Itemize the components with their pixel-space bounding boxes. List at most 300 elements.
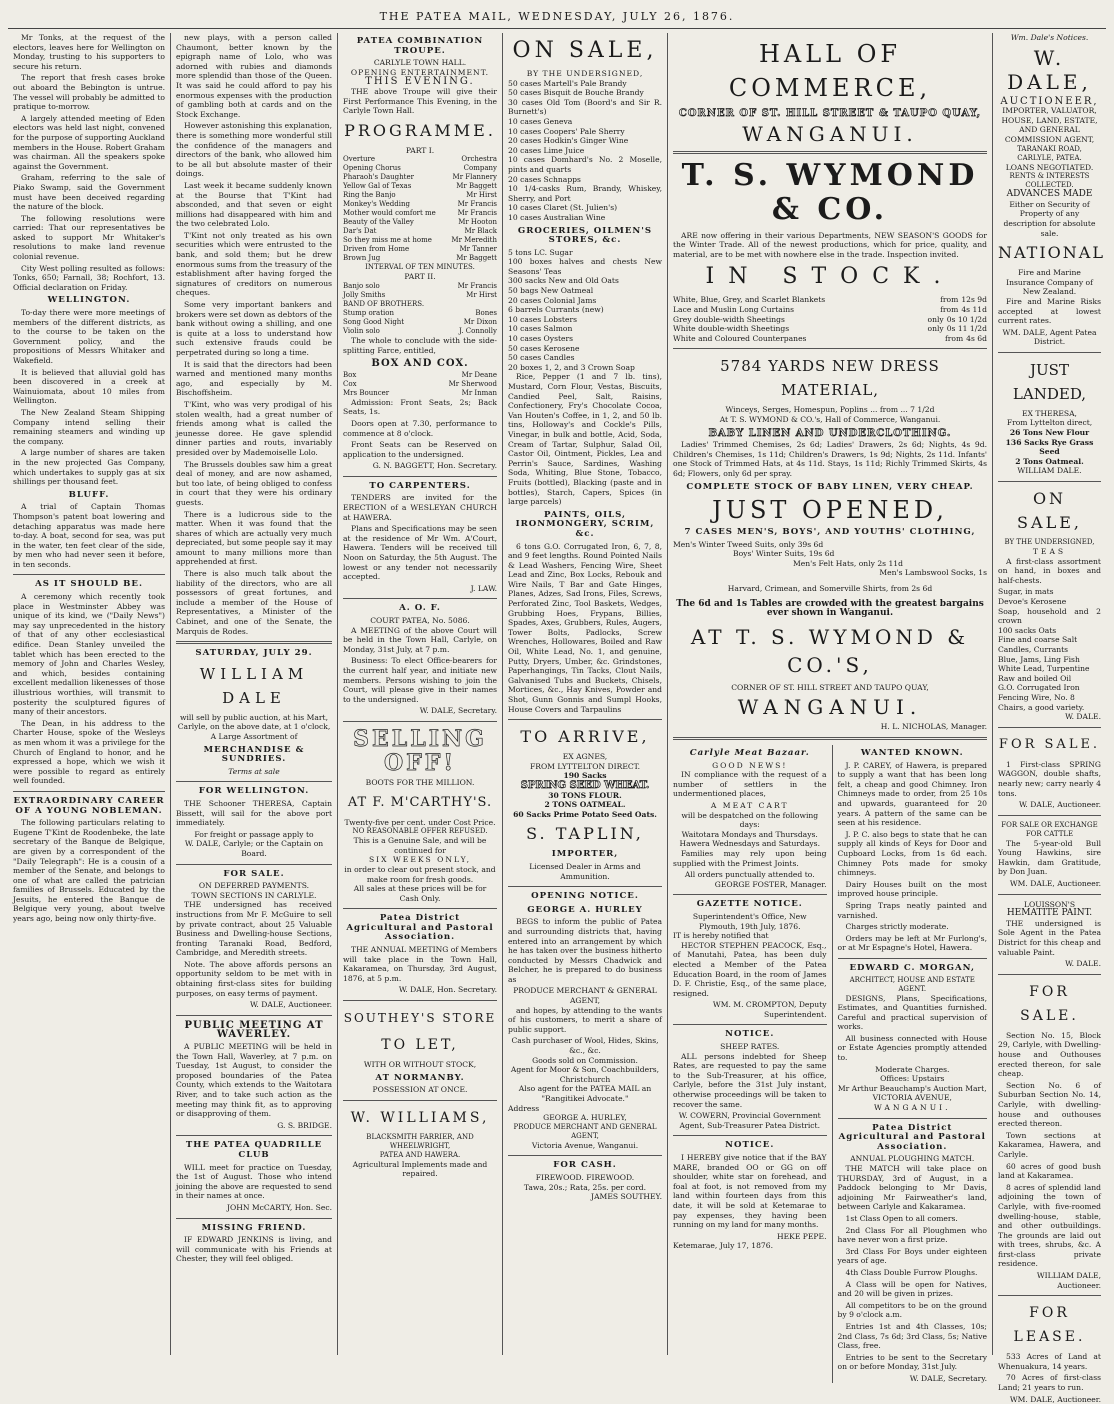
goods-item: 10 1/4-casks Rum, Brandy, Whiskey, Sherry, and Port: [508, 184, 662, 203]
stock-item-cell: 4s 11d: [961, 304, 987, 314]
ad-text: WITH OR WITHOUT STOCK,: [363, 1060, 477, 1070]
ad-subheading: FIREWOOD. FIREWOOD.: [535, 1172, 635, 1182]
ad-signature: WM. DALE, Auctioneer.: [1009, 879, 1101, 889]
ad-subheading: ARCHITECT, HOUSE AND ESTATE AGENT.: [849, 975, 975, 993]
programme-item: [343, 200, 497, 209]
programme-item: [343, 309, 497, 318]
ad-subheading: SHEEP RATES.: [720, 1042, 780, 1052]
ad-text: 533 Acres of Land at Whenuakura, 14 years.: [998, 1352, 1101, 1371]
programme-item-cell: Overture: [343, 155, 375, 164]
ad-subheading: 7 CASES MEN'S, BOYS', AND YOUTHS' CLOTHING,: [684, 527, 976, 538]
ad-signature: JAMES SOUTHEY.: [591, 1192, 662, 1202]
programme-interval: INTERVAL OF TEN MINUTES.: [365, 263, 475, 272]
ad-text: HECTOR STEPHEN PEACOCK, Esq., of Manutahi, Patea, has been duly elected a Member of the Patea Education Board, in the room of James D. F. Christie, Esq., of the same place, resigned.: [673, 940, 827, 998]
programme-item-cell: Banjo solo: [343, 281, 380, 290]
ad-text: Admission: Front Seats, 2s; Back Seats, 1s.: [343, 397, 497, 417]
cast-list: [343, 371, 497, 398]
ad-text: THE undersigned has received instructions from Mr F. McGuire to sell by private contract, about 25 Valuable Business and Dwelling-house Sections, fronting Taranaki Road, Bedford, Cambridge, and Meredith streets.: [176, 900, 332, 958]
ad-text: Entries to be sent to the Secretary on or before Monday, 31st July.: [837, 1352, 987, 1372]
ad-text: 70 Acres of first-class Land; 21 years to run.: [998, 1373, 1101, 1393]
ad-subheading: ADVANCES MADE: [1006, 189, 1093, 200]
stock-item-cell: 4s 6d: [966, 333, 987, 343]
ad-text: Terms at sale: [228, 766, 280, 776]
ad-heading-hall-of-commerce: HALL OF COMMERCE,: [728, 40, 932, 102]
stock-item-cell: from: [940, 295, 959, 305]
stock-item: [673, 305, 987, 315]
ad-subheading: IMPORTER,: [551, 849, 619, 860]
ad-heading-national: NATIONAL: [998, 243, 1105, 263]
ad-subheading: TO LET,: [381, 1037, 459, 1054]
news-para: A trial of Captain Thomas Thompson's patent boat lowering and detaching apparatus was made here to-day. A boat, second for sea, was put in the water, ten feet clear of the side, by men who had never seen it before, in ten seconds.: [13, 502, 165, 569]
ad-signature: W. DALE.: [1065, 712, 1101, 722]
divider: [176, 1218, 332, 1219]
ad-text: The 5-year-old Bull Young Hawkins, sire Hawkin, dam Gratitude, by Don Juan.: [998, 838, 1101, 877]
divider: [13, 574, 165, 575]
programme-item-cell: Mr Dixon: [463, 317, 497, 326]
goods-item: 20 cases Schnapps: [508, 174, 581, 184]
stock-item-cell: 12s 9d: [961, 295, 987, 305]
ad-heading: S. TAPLIN,: [526, 824, 644, 844]
ad-subheading: AT F. M'CARTHY'S.: [347, 794, 493, 810]
ad-text: 4th Class Double Furrow Ploughs.: [845, 1267, 978, 1277]
ad-heading: A. O. F.: [399, 603, 441, 614]
ad-subheading: A MEAT CART: [710, 801, 789, 810]
divider: [673, 1135, 827, 1136]
ad-text: Either on Security of Property of any description for absolute sale.: [1003, 199, 1096, 238]
ad-text: 60 Sacks Prime Potato Seed Oats.: [513, 809, 657, 819]
divider: [998, 481, 1101, 482]
ad-text: Men's Felt Hats, only 2s 11d: [793, 558, 903, 568]
goods-item: White Lead, Turpentine: [998, 664, 1090, 674]
ad-text: NO REASONABLE OFFER REFUSED.: [352, 827, 488, 836]
ad-heading: LOUISSON'S: [1023, 899, 1076, 909]
ad-heading: Wm. Dale's Notices.: [1010, 33, 1089, 42]
ad-text: Men's Winter Tweed Suits, only 39s 6d: [673, 539, 824, 549]
ad-signature: W. DALE, Auctioneer.: [1018, 800, 1101, 810]
ad-subheading: AUCTIONEER,: [1000, 95, 1099, 107]
ad-text: Waitotara Mondays and Thursdays.: [681, 829, 818, 839]
ad-heading: TO ARRIVE,: [520, 727, 650, 747]
ad-subheading: WANGANUI.: [742, 121, 918, 146]
news-intro: Mr Tonks, at the request of the electors, leaves here for Wellington on Monday, trusting to his supporters to secure his return.: [13, 33, 165, 71]
stock-item-cell: from: [944, 333, 964, 343]
ad-text: A first-class assortment on hand, in boxes and half-chests.: [998, 556, 1101, 585]
programme-item-cell: Mr Baggett: [456, 182, 497, 191]
programme-item-cell: So they miss me at home: [343, 236, 432, 245]
divider: [343, 721, 497, 722]
ad-text: Mr Arthur Beauchamp's Auction Mart,: [837, 1083, 987, 1093]
goods-item: Devoe's Kerosene: [998, 597, 1067, 606]
divider: [673, 1024, 827, 1025]
programme-item-cell: Mr Hirst: [466, 191, 497, 200]
divider: [343, 1100, 497, 1101]
programme-item: [343, 300, 497, 309]
news-para: It is believed that alluvial gold has been discovered in a creek at Wainuiomata, about 10 miles from Wellington.: [13, 367, 165, 406]
news-para: It is said that the directors had been warned and mentioned many months ago, and especially by M. Bischoffsheim.: [176, 359, 332, 398]
groceries-item: 50 cases Kerosene: [508, 343, 580, 353]
ad-text: PATEA AND HAWERA.: [379, 1150, 461, 1159]
stock-item: [673, 334, 987, 344]
divider: [673, 737, 987, 740]
ad-subheading: CORNER OF ST. HILL STREET AND TAUPO QUAY,: [731, 682, 929, 692]
goods-item: 10 cases Claret (St. Julien's): [508, 203, 618, 213]
news-para: City West polling resulted as follows: Tonks, 650; Farnall, 38; Rochfort, 13. Official declaration on Friday.: [13, 263, 165, 292]
ad-text: Ladies' Trimmed Chemises, 2s 6d; Ladies' Drawers, 2s 6d; Nights, 4s 9d. Children's Chemises, 1s 11d; Children's Drawers, 1s 9d; Nights, 2s 11d. Infants' one Stock of Trimmed Hats, at 4s 11d. Stays, 1s 11d; Richly Trimmed Skirts, 4s 6d; Flowers, only 6d per spray.: [673, 440, 987, 478]
ad-heading-wymond: T. S. WYMOND & CO.: [681, 157, 979, 227]
programme-item-cell: Mr Meredith: [451, 236, 497, 245]
programme-item: [343, 155, 497, 164]
ad-heading: W. WILLIAMS,: [350, 1109, 490, 1126]
ad-text: A PUBLIC MEETING will be held in the Town Hall, Waverley, at 7 p.m. on Tuesday, 1st August, to consider the proposed boundaries of the Patea County, which extends to the Waitotara River, and to take such action as the meeting may think fit, as to approving or disapproving of them.: [176, 1042, 332, 1119]
ad-text: IT is hereby notified that: [673, 931, 769, 941]
programme-item-cell: Jolly Smiths: [343, 290, 386, 299]
news-para: Some very important bankers and brokers were set down as debtors of the bank without owing a shilling, and one is quite at a loss to understand how such extensive frauds could be perpetrated during so long a time.: [176, 300, 332, 357]
ad-signature: W. DALE, Carlyle; or the Captain on Board.: [184, 839, 324, 858]
ad-text: Front Seats can be Reserved on application to the undersigned.: [343, 440, 497, 459]
ad-text: and hopes, by attending to the wants of his customers, to merit a share of public support.: [508, 1005, 662, 1034]
groceries-item: 50 bags New Oatmeal: [508, 286, 594, 296]
programme-item: [343, 182, 497, 191]
news-para: The Brussels doubles saw him a great deal of money, and are now ashamed, but too late, of being obliged to confess in court that they were his ordinary guests.: [176, 459, 332, 507]
ad-text: POSSESSION AT ONCE.: [372, 1085, 468, 1095]
ad-subheading: TEAS: [1032, 547, 1067, 557]
stock-item-cell: only: [927, 324, 944, 334]
goods-item: 20 cases Lime Juice: [508, 145, 585, 155]
ad-text: Goods sold on Commission.: [532, 1055, 638, 1065]
headline-as-it-should-be: AS IT SHOULD BE.: [35, 579, 143, 590]
ad-text: VICTORIA AVENUE,: [872, 1093, 952, 1103]
ad-text: Offices: Upstairs: [880, 1074, 945, 1084]
ad-text: The 6d and 1s Tables are crowded with the greatest bargains ever shown in Wanganui.: [676, 598, 984, 619]
stock-item-cell: only: [927, 314, 944, 324]
news-para: The Dean, in his address to the Charter House, spoke of the Wesleys as men whom it was a privilege for the Church of England to honor, and he expressed a hope, which we wish it were possible to regard as entirely well founded.: [13, 718, 165, 786]
programme-item-cell: Mr Flannery: [452, 173, 497, 182]
groceries-item: 20 cases Colonial Jams: [508, 295, 597, 305]
ad-heading: BABY LINEN AND UNDERCLOTHING.: [708, 427, 952, 439]
ad-heading: FOR SALE.: [998, 736, 1101, 752]
ad-signature: W. DALE, Secretary.: [909, 1373, 987, 1383]
news-para: There is also much talk about the liability of the directors, who are all possessors of great fortunes, and include a member of the House of Representatives, a Minister of the Cabinet, and one of the Senate, the Marquis de Rodes.: [176, 569, 332, 636]
ad-subheading: AT NORMANBY.: [375, 1072, 465, 1083]
ad-text: THE MATCH will take place on THURSDAY, 3rd of August, in a Paddock belonging to Mr Davis, adjoining Mr Fairweather's land, between Carlyle and Kakaramea.: [837, 1164, 987, 1212]
ad-auctioneer-name: WILLIAM DALE: [199, 664, 309, 707]
goods-item: 10 cases Australian Wine: [508, 212, 606, 222]
goods-item: 10 cases Domhard's No. 2 Moselle, pints and quarts: [508, 155, 662, 174]
dateline-wellington: WELLINGTON.: [47, 295, 131, 306]
ad-text: 136 Sacks Rye Grass Seed: [1005, 437, 1094, 457]
ad-text: A Large Assortment of: [210, 732, 298, 741]
programme-item: [343, 164, 497, 173]
ad-heading: Carlyle Meat Bazaar.: [689, 748, 810, 759]
ad-signature: WILLIAM DALE.: [1017, 466, 1082, 476]
divider: [176, 641, 332, 644]
news-para: Graham, referring to the sale of Piako Swamp, said the Government must have been deceived regarding the nature of the block.: [13, 173, 165, 212]
ad-text: will be despatched on the following days:: [681, 810, 819, 830]
ad-text: THE Schooner THERESA, Captain Bissett, will sail for the above port immediately.: [176, 798, 332, 828]
programme-list: [343, 282, 497, 336]
programme-item-cell: Mother would comfort me: [343, 209, 436, 218]
ad-heading-in-stock: IN STOCK.: [705, 264, 955, 290]
ad-text: TARANAKI ROAD, CARLYLE, PATEA.: [1017, 144, 1082, 162]
programme-item-cell: Ring the Banjo: [343, 191, 396, 200]
programme-item-cell: Mr Francis: [457, 209, 497, 218]
ad-text: Ketemarae, July 17, 1876.: [673, 1241, 774, 1251]
ad-heading-selling-off: SELLING OFF!: [353, 725, 487, 776]
ad-text: 8 acres of splendid land adjoining the town of Carlyle, with five-roomed dwelling-house, stable, and other outbuildings. The grounds are laid out with trees, shrubs, &c. A first-class private residence.: [998, 1182, 1101, 1269]
ad-heading: FOR CASH.: [553, 1160, 617, 1171]
goods-item: 30 cases Old Tom (Boord's and Sir R. Burnett's): [508, 97, 662, 117]
ad-heading: SOUTHEY'S STORE: [343, 1011, 497, 1026]
ad-heading-on-sale: ON SALE,: [512, 38, 658, 63]
sub-column-left: [673, 745, 833, 1383]
ad-heading-on-sale: ON SALE,: [1017, 489, 1082, 533]
ad-text: BEGS to inform the public of Patea and surrounding districts that, having entered into an arrangement by which he has taken over the business hitherto conducted by Messrs Chadwick and Belcher, he is prepared to do business as: [508, 917, 662, 984]
divider: [673, 894, 827, 895]
news-para: There is a ludicrous side to the matter. When it was found that the shares of which are actually very much depreciated, but some people say it may amount to many millions more than apprehended at first.: [176, 509, 332, 567]
ad-text: Fire and Marine Risks accepted at lowest current rates.: [998, 296, 1101, 326]
programme-item-cell: Mr Francis: [457, 200, 497, 209]
ad-text: ALL persons indebted for Sheep Rates, are requested to pay the same to the Sub-Treasurer, at his office, Carlyle, before the 31st July instant, otherwise proceedings will be taken to recover the same.: [673, 1051, 827, 1109]
ad-subheading: OPENING ENTERTAINMENT.: [350, 67, 490, 77]
ad-text: A MEETING of the above Court will be held in the Town Hall, Carlyle, on Monday, 31st July, at 7 p.m.: [343, 625, 497, 654]
ad-text: WANGANUI.: [873, 1103, 951, 1113]
programme-item: [343, 245, 497, 254]
programme-item: [343, 318, 497, 327]
divider: [343, 1000, 497, 1001]
ad-text: WILL meet for practice on Tuesday, the 1st of August. Those who intend joining the above are requested to send in their names at once.: [176, 1162, 332, 1201]
ad-heading: FOR SALE.: [223, 868, 285, 879]
ad-text: 6 tons G.O. Corrugated Iron, 6, 7, 8, and 9 feet lengths. Round Pointed Nails & Lead Washers, Fencing Wire, Sheet Lead and Zinc, Box Locks, Rebouk and Wire Nails, T Bar and Gate Hinges, Planes, Adzes, Sad Irons, Files, Screws, Perforated Zinc, Tool Baskets, Wedges, Grubbing Hoes, Frypans, Billies, Spades, Axes, Grubbers, Rules, Augers, Tower Bolts, Padlocks, Screw Wrenches, Hollowares, Boiled and Raw Oil, White Lead, No. 1, and genuine, Putty, Dryers, Umber, &c. Grindstones, Paperhangings, Tin Tacks, Clout Nails, Galvanised Tubs and Buckets, Chisels, Mortices, &c., Hay Knives, Powder and Shot, Gunn Gonnis and Sumpl Hooks, House Covers and Tarpaulins: [508, 541, 662, 714]
ad-subheading: LOANS NEGOTIATED.: [1005, 162, 1094, 172]
ad-subheading: ON DEFERRED PAYMENTS.: [198, 881, 310, 891]
programme-item-cell: Mr Hooton: [458, 218, 497, 227]
goods-item: Candles, Currants: [998, 644, 1069, 654]
programme-item: [343, 327, 497, 336]
cast-item-cell: Mr Inman: [461, 388, 497, 397]
goods-item: G.O. Corrugated Iron: [998, 683, 1080, 693]
ad-signature: WM. DALE, Auctioneer.: [1009, 1394, 1101, 1404]
stock-item: [673, 324, 987, 334]
divider: [508, 719, 662, 720]
ad-text: Entries 1st and 4th Classes, 10s; 2nd Class, 7s 6d; 3rd Class, 5s; Native Class, free.: [837, 1321, 987, 1351]
ad-heading: GAZETTE NOTICE.: [696, 899, 803, 910]
ad-text: Rice, Pepper (1 and 7 lb. tins), Mustard, Corn Flour, Vestas, Biscuits, Candied Peel, Salt, Raisins, Confectionery, Fry's Chocolate Cocoa, Van Houten's Coffee, in 1, 2, and 50 lb. tins, Holloway's and Cockle's Pills, Vinegar, in bulk and bottle, Acid, Soda, Cream of Tartar, Sulphur, Salad Oil, Castor Oil, Ointment, Pickles, Lea and Perrin's Sauce, Sardines, Washing Soda, Whiting, Blue Stone, Tobacco, Fruits (bottled), Blacking (paste and in bottles), Starch, Capers, Spices (in large parcels): [508, 372, 662, 507]
ad-text: Tawa, 20s.; Rata, 25s. per cord.: [523, 1182, 647, 1192]
goods-item: Fencing Wire, No. 8: [998, 692, 1075, 702]
divider: [838, 958, 988, 959]
column-story-and-ads: [171, 33, 338, 1355]
ad-text: Also agent for the PATEA MAIL an "Rangitikei Advocate.": [518, 1084, 652, 1103]
cast-item: [343, 389, 497, 398]
goods-item: 50 cases Bisquit de Bouche Brandy: [508, 88, 644, 98]
programme-list: [343, 155, 497, 263]
ad-signature: GEORGE FOSTER, Manager.: [714, 879, 827, 889]
ad-text: Charges strictly moderate.: [845, 922, 949, 932]
ad-signature: HEKE PEPE.: [776, 1231, 827, 1241]
ad-text: 60 acres of good bush land at Kakaramea.: [998, 1161, 1101, 1181]
programme-item-cell: Stump oration: [343, 308, 394, 317]
ad-text: ARE now offering in their various Departments, NEW SEASON'S GOODS for the Winter Trade. All of the newest productions, which for price, quality, and material, are to be met with nowhere else in the trade. Inspection invited.: [673, 230, 987, 259]
ad-text: Business: To elect Office-bearers for the current half year, and initiate new members. Persons wishing to join the Court, will please give in their names to the undersigned.: [343, 656, 497, 704]
groceries-item: 10 cases Oysters: [508, 334, 574, 344]
ad-text: All sales at these prices will be for Cash Only.: [353, 884, 487, 903]
ad-signature: JOHN McCARTY, Hon. Sec.: [226, 1202, 332, 1212]
ad-text: Section No. 15, Block 29, Carlyle, with Dwelling-house and Outhouses erected thereon, for sale cheap.: [998, 1030, 1101, 1079]
ad-signature: G. S. BRIDGE.: [277, 1120, 332, 1130]
programme-item-cell: J. Connolly: [459, 326, 497, 335]
programme-item-cell: Pharaoh's Daughter: [343, 173, 414, 182]
headline-extraordinary-career: EXTRAORDINARY CAREER OF A YOUNG NOBLEMAN.: [13, 795, 165, 816]
goods-list: [998, 587, 1101, 712]
ad-text: Agricultural Implements made and repaired.: [352, 1159, 488, 1179]
ad-text: From Lyttelton direct,: [1006, 418, 1093, 428]
programme-item-cell: Opening Chorus: [343, 164, 401, 173]
programme-item: [343, 291, 497, 300]
divider: [998, 815, 1101, 816]
ad-text: Families may rely upon being supplied with the Primest Joints.: [673, 848, 827, 868]
ad-heading: MISSING FRIEND.: [201, 1222, 307, 1233]
divider: [998, 894, 1101, 895]
stock-item-cell: White double-width Sheetings: [673, 324, 790, 334]
divider: [508, 1155, 662, 1156]
news-para: The following resolutions were carried: That our representatives be asked to support Mr Whitaker's resolutions to make land revenue colonial revenue.: [13, 213, 165, 262]
groceries-list: [508, 248, 662, 373]
divider: [343, 908, 497, 909]
ad-text: will sell by public auction, at his Mart, Carlyle, on the above date, at 1 o'clock,: [177, 712, 331, 732]
ad-subheading: BY THE UNDERSIGNED,: [526, 69, 644, 78]
ad-heading: AT T. S. WYMOND & CO.'S,: [690, 624, 970, 677]
ad-subheading: ANNUAL PLOUGHING MATCH.: [850, 1154, 975, 1164]
news-para: T'Kint not only treated as his own securities which were entrusted to the bank, and sold them; but he drew enormous sums from the treasury of the establishment after having forged the signatures of creditors on numerous cheques.: [176, 230, 332, 298]
ad-text: Doors open at 7.30, performance to commence at 8 o'clock.: [343, 418, 497, 438]
ad-heading: FOR SALE.: [1020, 983, 1079, 1024]
ad-text: Moderate Charges.: [875, 1064, 950, 1074]
ad-text: 2 TONS OATMEAL.: [544, 800, 626, 810]
divider: [343, 598, 497, 599]
ad-subheading: CARLYLE TOWN HALL.: [373, 58, 467, 68]
ad-text: Dairy Houses built on the most improved house principle.: [837, 879, 987, 899]
ad-subheading: GEORGE A. HURLEY: [527, 904, 643, 915]
programme-item-cell: BAND OF BROTHERS.: [343, 299, 425, 308]
ad-text: IMPORTER, VALUATOR, HOUSE, LAND, ESTATE, AND GENERAL COMMISSION AGENT,: [1001, 106, 1098, 144]
programme-item-cell: Driven from Home: [343, 245, 410, 254]
ad-text: TENDERS are invited for the ERECTION of a WESLEYAN CHURCH at HAWERA.: [343, 493, 497, 522]
ad-text: A Class will be open for Natives, and 20 will be given in prizes.: [837, 1279, 987, 1299]
ad-subheading: PRODUCE MERCHANT & GENERAL AGENT,: [513, 986, 657, 1006]
ad-text: Fire and Marine Insurance Company of New Zealand.: [1006, 268, 1093, 297]
ad-text: I HEREBY give notice that if the BAY MARE, branded OO or GG on off shoulder, white star on forehead, and foal at foot, is not removed from my land within fourteen days from this date, it will be sold at Ketemarae to pay expenses, they having been running on my land for many months.: [673, 1153, 827, 1230]
ad-text: THE ANNUAL MEETING of Members will take place in the Town Hall, Kakaramea, on Thursday, 3rd August, 1876, at 5 p.m.: [343, 945, 497, 983]
programme-item-cell: Dar's Dat: [343, 227, 377, 236]
news-para: To-day there were more meetings of members of the different districts, as to the course to be taken on the Government policy, and the propositions of Messrs Whitaker and Wakefield.: [13, 308, 165, 365]
stock-item-cell: Lace and Muslin Long Curtains: [673, 304, 795, 314]
goods-list: [508, 79, 662, 223]
ad-signature: W. DALE, Hon. Secretary.: [398, 985, 497, 995]
ad-text: Harvard, Crimean, and Somerville Shirts, from 2s 6d: [727, 584, 933, 594]
ad-text: J. P. CAREY, of Hawera, is prepared to supply a want that has been long felt, a cheap and good Chimney. Iron Chimneys made to order, from 25 10s and upwards, guaranteed for 20 years. A pattern of the same can be seen at his residence.: [837, 760, 987, 828]
ad-subheading: THIS EVENING.: [365, 76, 475, 88]
divider: [176, 1135, 332, 1136]
programme-item-cell: Mr Francis: [457, 281, 497, 290]
ad-text: SPRING SEED WHEAT.: [520, 779, 650, 791]
ad-subheading: COMPLETE STOCK OF BABY LINEN, VERY CHEAP.: [686, 481, 974, 492]
groceries-item: 20 boxes 1, 2, and 3 Crown Soap: [508, 362, 635, 372]
stock-item-cell: White, Blue, Grey, and Scarlet Blankets: [673, 295, 826, 305]
sub-column-right: [833, 745, 988, 1383]
news-para: The report that fresh cases broke out aboard the Bebington is untrue. The vessel will probably be admitted to pratique to-morrow.: [13, 73, 165, 112]
ad-heading: 5784 YARDS NEW DRESS MATERIAL,: [720, 357, 940, 400]
ad-text: Cash purchaser of Wool, Hides, Skins, &c., &c.: [511, 1036, 659, 1056]
cast-item-cell: Cox: [343, 379, 357, 388]
ad-subheading: EX AGNES,: [562, 752, 608, 762]
divider: [13, 791, 165, 792]
programme-item-cell: Orchestra: [461, 155, 497, 164]
goods-item: Raw and boiled Oil: [998, 673, 1072, 683]
stock-list: [673, 295, 987, 343]
ad-subheading: TOWN SECTIONS IN CARLYLE.: [191, 890, 317, 900]
news-para: T'Kint, who was very prodigal of his stolen wealth, had a great number of friends among what is called the jeunesse doree. He gave splendid dinner parties and routs, invariably presided over by Mademoiselle Lolo.: [176, 399, 332, 457]
stock-item: [673, 315, 987, 325]
ad-heading: OPENING NOTICE.: [531, 891, 639, 902]
ad-heading: Patea District Agricultural and Pastoral Association.: [346, 913, 494, 943]
goods-item: Blue, Jams, Ling Fish: [998, 654, 1080, 664]
ad-text: At T. S. WYMOND & CO.'s, Hall of Commerce, Wanganui.: [719, 414, 941, 424]
divider: [998, 974, 1101, 975]
programme-item: [343, 173, 497, 182]
programme-item-cell: Mr Black: [464, 227, 497, 236]
ad-text: 190 Sacks: [563, 771, 607, 781]
ad-text: IN compliance with the request of a number of settlers in the undermentioned places,: [673, 770, 827, 799]
column-hall-of-commerce: [668, 33, 993, 1383]
stock-item-cell: Grey double-width Sheetings: [673, 314, 785, 324]
news-para: The following particulars relating to Eugene T'Kint de Roodenbeke, the late secretary of the Banque de Belgique, are given by a correspondent of the "Daily Telegraph": He is a cousin of a member of the Senate, and belongs to one of what are called the patrician families of Brussels. Educated by the Jesuits, he entered the Banque de Belgique very young, about twelve years ago, being now only thirty-five.: [13, 818, 165, 924]
ad-heading: Patea District Agricultural and Pastoral Association.: [838, 1122, 986, 1152]
divider: [998, 1295, 1101, 1296]
ad-text: PRODUCE MERCHANT AND GENERAL AGENT,: [513, 1122, 657, 1140]
ad-text: Victoria Avenue, Wanganui.: [531, 1140, 639, 1150]
groceries-item: 10 cases Lobsters: [508, 314, 578, 324]
programme-item-cell: Mr Tanner: [459, 245, 497, 254]
ad-signature: W. COWERN, Provincial Government Agent, Sub-Treasurer Patea District.: [678, 1111, 821, 1130]
news-para: A largely attended meeting of Eden electors was held last night, convened for the purpose of supporting Auckland members in the House. Robert Graham was chairman. All the speakers spoke against the Government.: [13, 113, 165, 171]
cast-item-cell: Box: [343, 370, 357, 379]
groceries-item: 100 boxes halves and chests New Seasons' Teas: [508, 257, 662, 276]
ad-text: Town sections at Kakaramea, Hawera, and Carlyle.: [998, 1130, 1101, 1159]
programme-item-cell: Brown Jug: [343, 254, 381, 263]
divider: [998, 352, 1101, 353]
divider: [998, 727, 1101, 728]
stock-item-cell: 0s 11 1/2d: [946, 324, 987, 334]
cast-item: [343, 380, 497, 389]
ad-text: in order to clear out present stock, and make room for fresh goods.: [344, 864, 496, 884]
stock-item-cell: from: [940, 304, 959, 314]
programme-item: [343, 282, 497, 291]
ad-text: DESIGNS, Plans, Specifications, Estimates, and Quantities furnished. Careful and practical supervision of works.: [837, 993, 987, 1032]
ad-heading: FOR LEASE.: [1013, 1305, 1086, 1346]
programme-item-cell: Bones: [475, 308, 497, 317]
programme-item: [343, 191, 497, 200]
cast-item-cell: Mr Deane: [461, 370, 497, 379]
ad-text: 30 TONS FLOUR.: [548, 790, 622, 800]
ad-heading: NOTICE.: [725, 1029, 775, 1040]
goods-item: Fine and coarse Salt: [998, 635, 1078, 645]
ad-subheading: HEMATITE PAINT.: [1006, 908, 1093, 919]
programme-item-cell: Yellow Gal of Texas: [343, 182, 412, 191]
ad-signature: G. N. BAGGETT, Hon. Secretary.: [372, 461, 497, 471]
programme-item: [343, 236, 497, 245]
programme-item-cell: Song Good Night: [343, 317, 405, 326]
ad-heading: NOTICE.: [725, 1140, 775, 1151]
